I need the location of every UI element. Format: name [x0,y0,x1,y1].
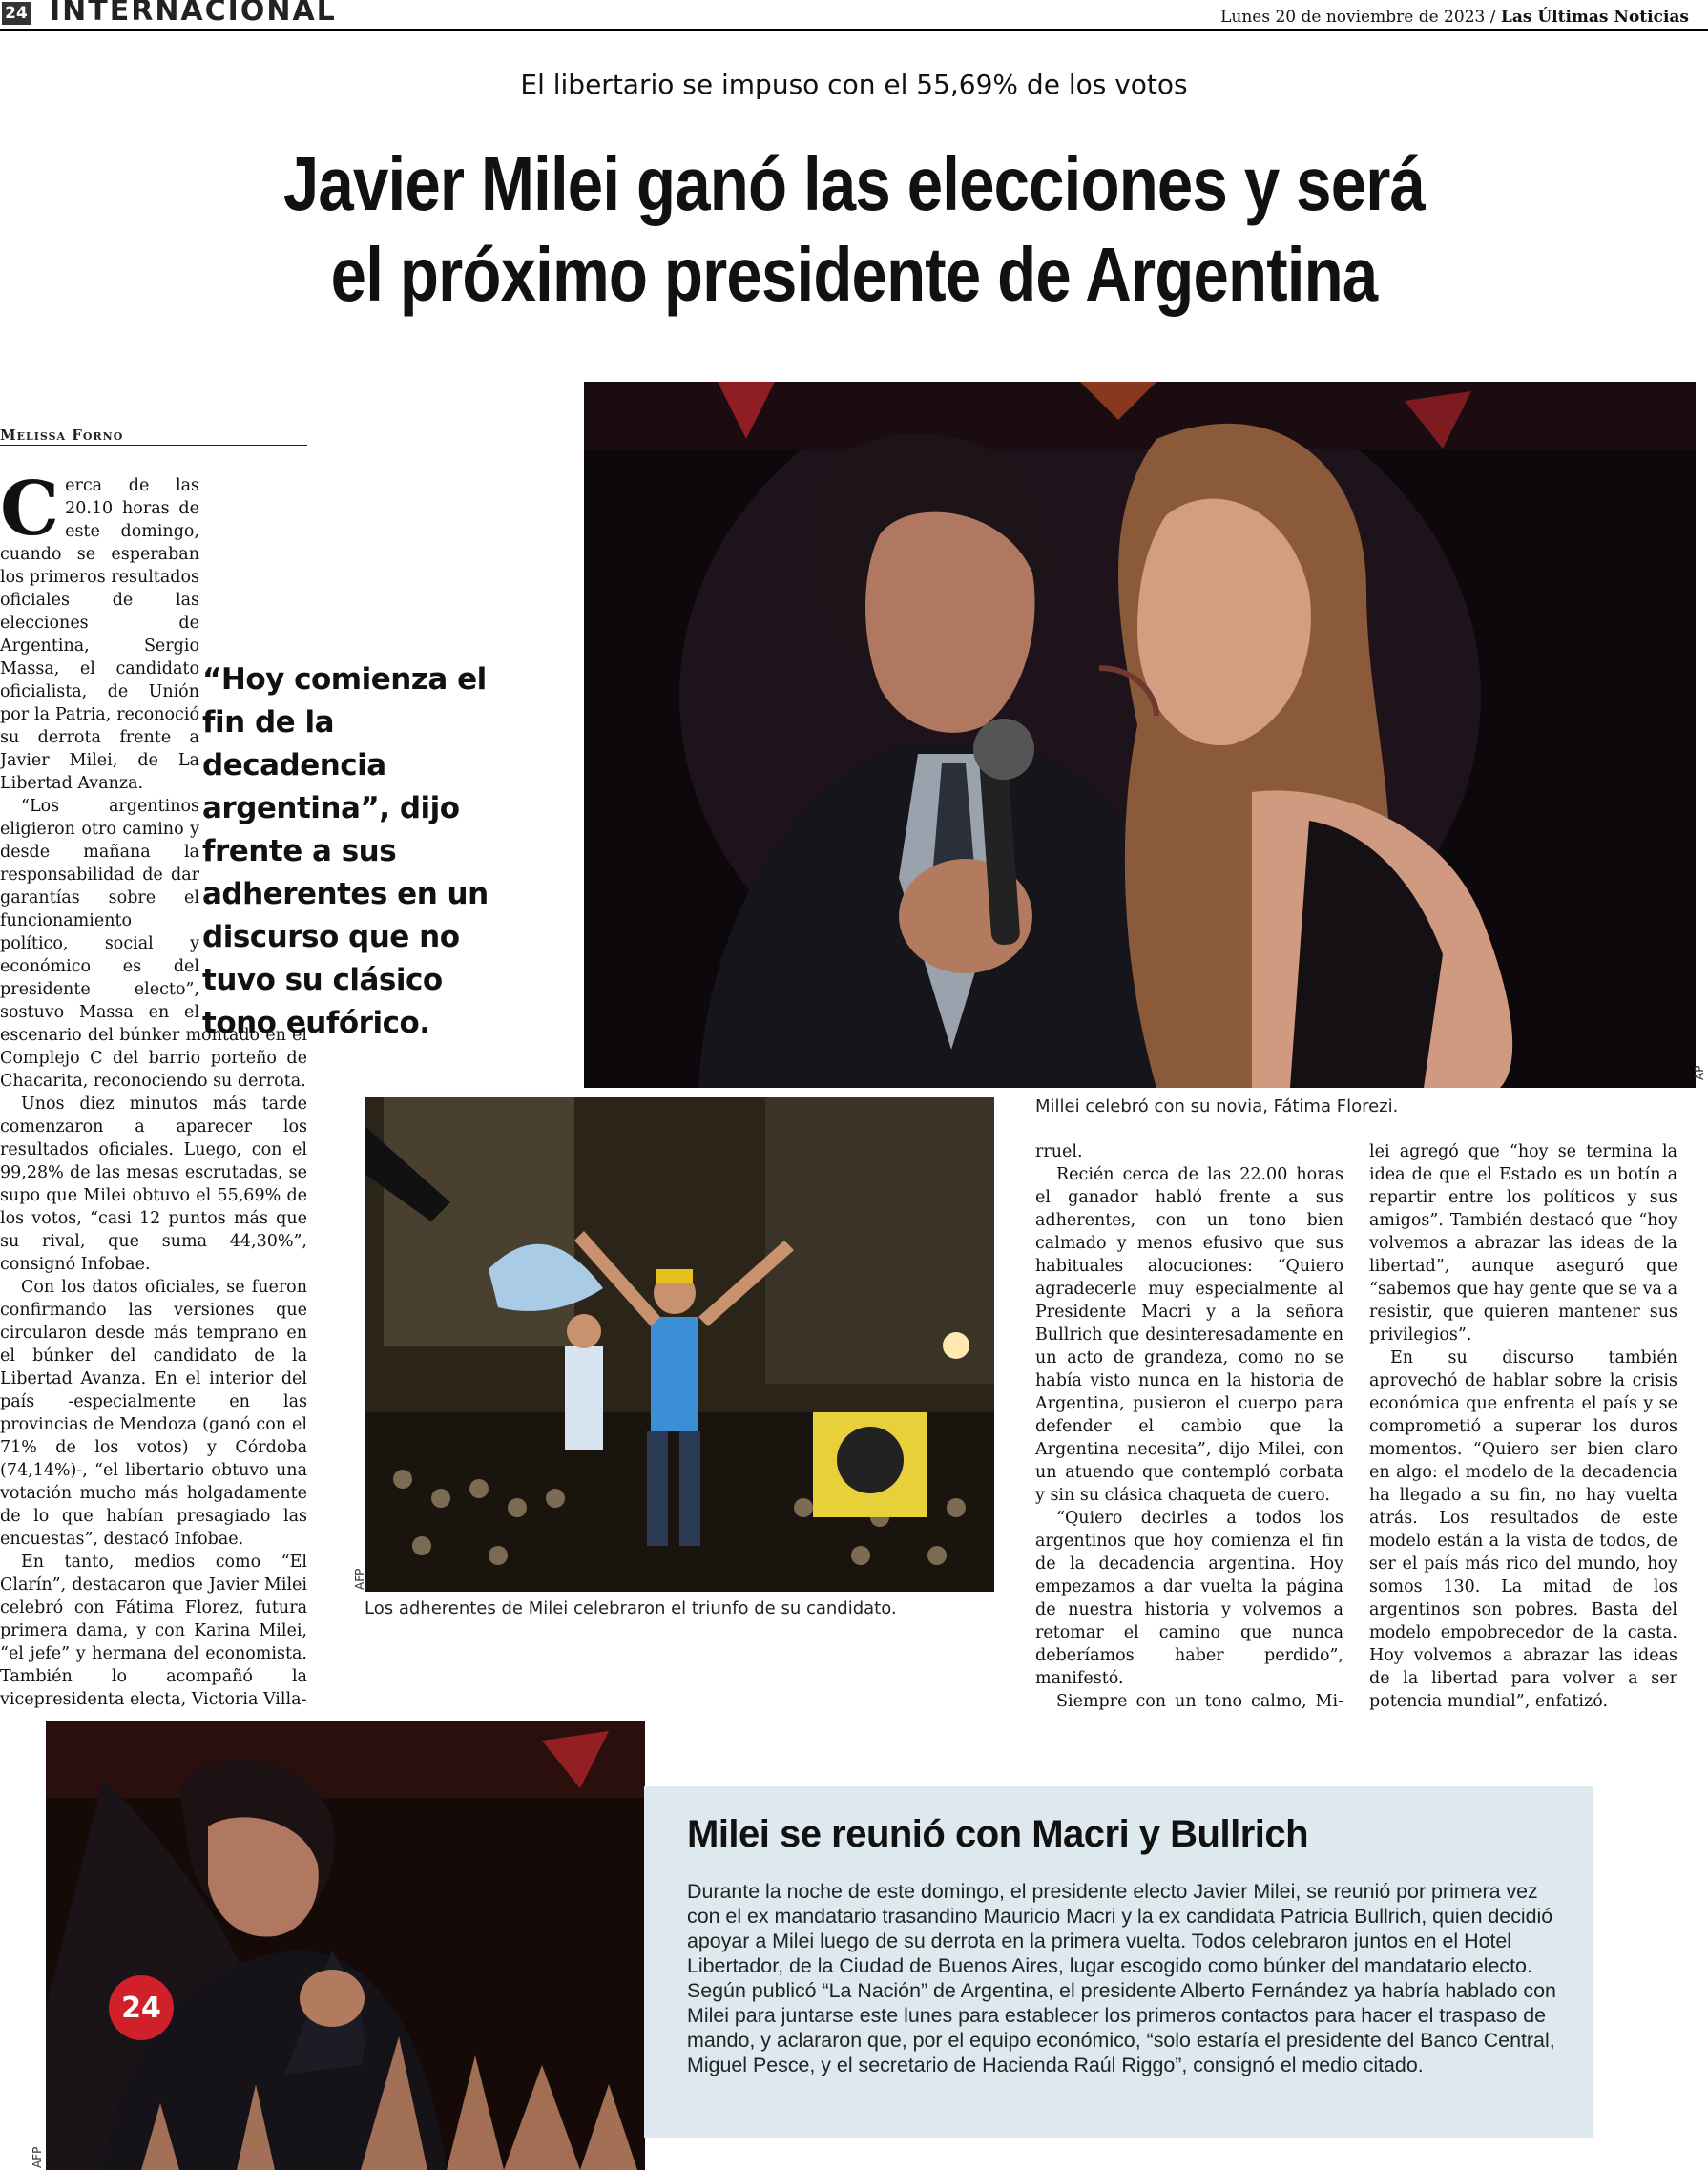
photo-milei-crowd-illustration [46,1721,645,2170]
article-column-4 [1369,1140,1677,1713]
paragraph-9-continued: lei agregó que “hoy se termina la idea de que el Estado es un botín a repartir entre los políticos y sus amigos”. También destacó que “hoy volvemos a abrazar las ideas de la libertad”, aunque aseguró que “sabemos que hay gente que se va a resistir, que quieren mantener sus privilegios”. [1369,1142,1677,1345]
photo-milei-crowd [46,1721,645,2170]
byline-name: Melissa Forno [0,427,124,444]
photo-supporters [365,1097,994,1592]
photo2-credit: AFP [353,1568,366,1590]
paragraph-1: erca de las 20.10 horas de este domingo, cuando se esperaban los primeros resultados oficiales de las elecciones de Argentina, Sergio Massa, el candidato oficialista, de Unión por la Patria, reconoció su derrota frente a Javier Milei, de La Libertad Avanza. [0,476,199,793]
paragraph-3: Unos diez minutos más tarde comenzaron a aparecer los resultados oficiales. Luego, con el 99,28% de las mesas escrutadas, se supo que Milei obtuvo el 55,69% de los votos, “casi 12 puntos más que su rival, que suma 44,30%”, consignó Infobae. [0,1095,307,1274]
paragraph-8: “Quiero decirles a todos los argentinos que hoy comienza el fin de la decadencia argentina. Hoy empezamos a dar vuelta la página de nuestra historia y volvemos a retomar el camino que nunca deberíamos haber perdido”, manifestó. [1035,1509,1343,1688]
article-column-3 [1035,1140,1343,1713]
headline-line-2: el próximo presidente de Argentina [330,232,1378,318]
page-number: 24 [2,2,31,25]
byline-rule [0,445,307,446]
date: Lunes 20 de noviembre de 2023 / [1220,8,1501,27]
photo-supporters-illustration [365,1097,994,1592]
dateline [1220,8,1689,27]
header-rule [0,29,1708,31]
paragraph-4: Con los datos oficiales, se fueron confirmando las versiones que circularon desde más temprano en el búnker del candidato de la Libertad Avanza. En el interior del país -especialmente en las provincias de Mendoza (ganó con el 71% de los votos) y Córdoba (74,14%)-, “el libertario obtuvo una votación mucho más holgadamente de lo que habían presagiado las encuestas”, destacó Infobae. [0,1278,307,1549]
kicker: El libertario se impuso con el 55,69% de los votos [520,69,1188,100]
headline-line-1: Javier Milei ganó las elecciones y será [282,141,1426,226]
paragraph-6: rruel. [1035,1142,1083,1161]
paragraph-5: En tanto, medios como “El Clarín”, destacaron que Javier Milei celebró con Fátima Florez, futura primera dama, y con Karina Milei, “el jefe” y hermana del economista. También lo acompañó la vicepresidenta electa, Victoria Villa- [0,1553,307,1709]
paragraph-10: En su discurso también aprovechó de hablar sobre la crisis económica que enfrenta el país y se comprometió a superar los duros momentos. “Quiero ser bien claro en algo: el modelo de la decadencia ha llegado a su fin, no hay vuelta atrás. Los resultados de este modelo están a la vista de todos, de ser el país más rico del mundo, hoy somos 130. La mitad de los argentinos son pobres. Basta del modelo empobrecedor de la casta. Hoy volvemos a abrazar las ideas de la libertad para volver a ser potencia mundial”, enfatizó. [1369,1348,1677,1711]
photo-milei-kiss-illustration [584,382,1696,1088]
section-title: INTERNACIONAL [50,0,337,28]
paragraph-7: Recién cerca de las 22.00 horas el ganador habló frente a sus adherentes, con un tono bien calmado y menos efusivo que sus habituales alocuciones: “Quiero agradecerle muy especialmente al Presidente Macri y a la señora Bullrich que desinteresadamente en un acto de grandeza, como no se había visto nunca en la historia de Argentina, pusieron el cuerpo para defender el cambio que la Argentina necesita”, dijo Milei, con un atuendo que contempló corbata y sin su clásica chaqueta de cuero. [1035,1165,1343,1505]
photo-milei-kiss [584,382,1696,1088]
sidebar-title: Milei se reunió con Macri y Bullrich [687,1813,1309,1855]
photo1-credit: AP [1693,1065,1706,1080]
photo1-caption: Millei celebró con su novia, Fátima Florezi. [1035,1096,1399,1116]
photo3-credit: AFP [31,2146,44,2168]
headline [160,138,1547,320]
pull-quote: “Hoy comienza el fin de la decadencia argentina”, dijo frente a sus adherentes en un discurso que no tuvo su clásico tono eufórico. [202,662,489,1040]
paragraph-2: “Los argentinos eligieron otro camino y desde mañana la responsabilidad de dar garantías sobre el funcionamiento político, social y económico es del presidente electo”, sostuvo Massa en el escenario del búnker montado en el Complejo C del barrio porteño de Chacarita, reconociendo su derrota. [0,797,307,1091]
news-logo-text: 24 [121,1992,161,2025]
sidebar-body: Durante la noche de este domingo, el presidente electo Javier Milei, se reunió por primera vez con el ex mandatario trasandino Mauricio Macri y la ex candidata Patricia Bullrich, quien decidió apoyar a Milei luego de su derrota en la primera vuelta. Todos celebraron juntos en el Hotel Libertador, de la Ciudad de Buenos Aires, lugar escogido como búnker del mandatario electo. Según publicó “La Nación” de Argentina, el presidente Alberto Fernández ya habría hablado con Milei para juntarse este lunes para establecer los primeros contactos para hacer el traspaso de mando, y aclararon que, por el equipo económico, “solo estaría el presidente del Banco Central, Miguel Pesce, y el secretario de Hacienda Raúl Riggo”, consignó el medio citado. [687,1880,1556,2076]
paragraph-9-start: Siempre con un tono calmo, Mi- [1056,1692,1343,1711]
drop-cap: C [0,466,60,553]
photo2-caption: Los adherentes de Milei celebraron el triunfo de su candidato. [365,1598,897,1618]
publication-name: Las Últimas Noticias [1500,8,1689,27]
byline [0,427,305,444]
